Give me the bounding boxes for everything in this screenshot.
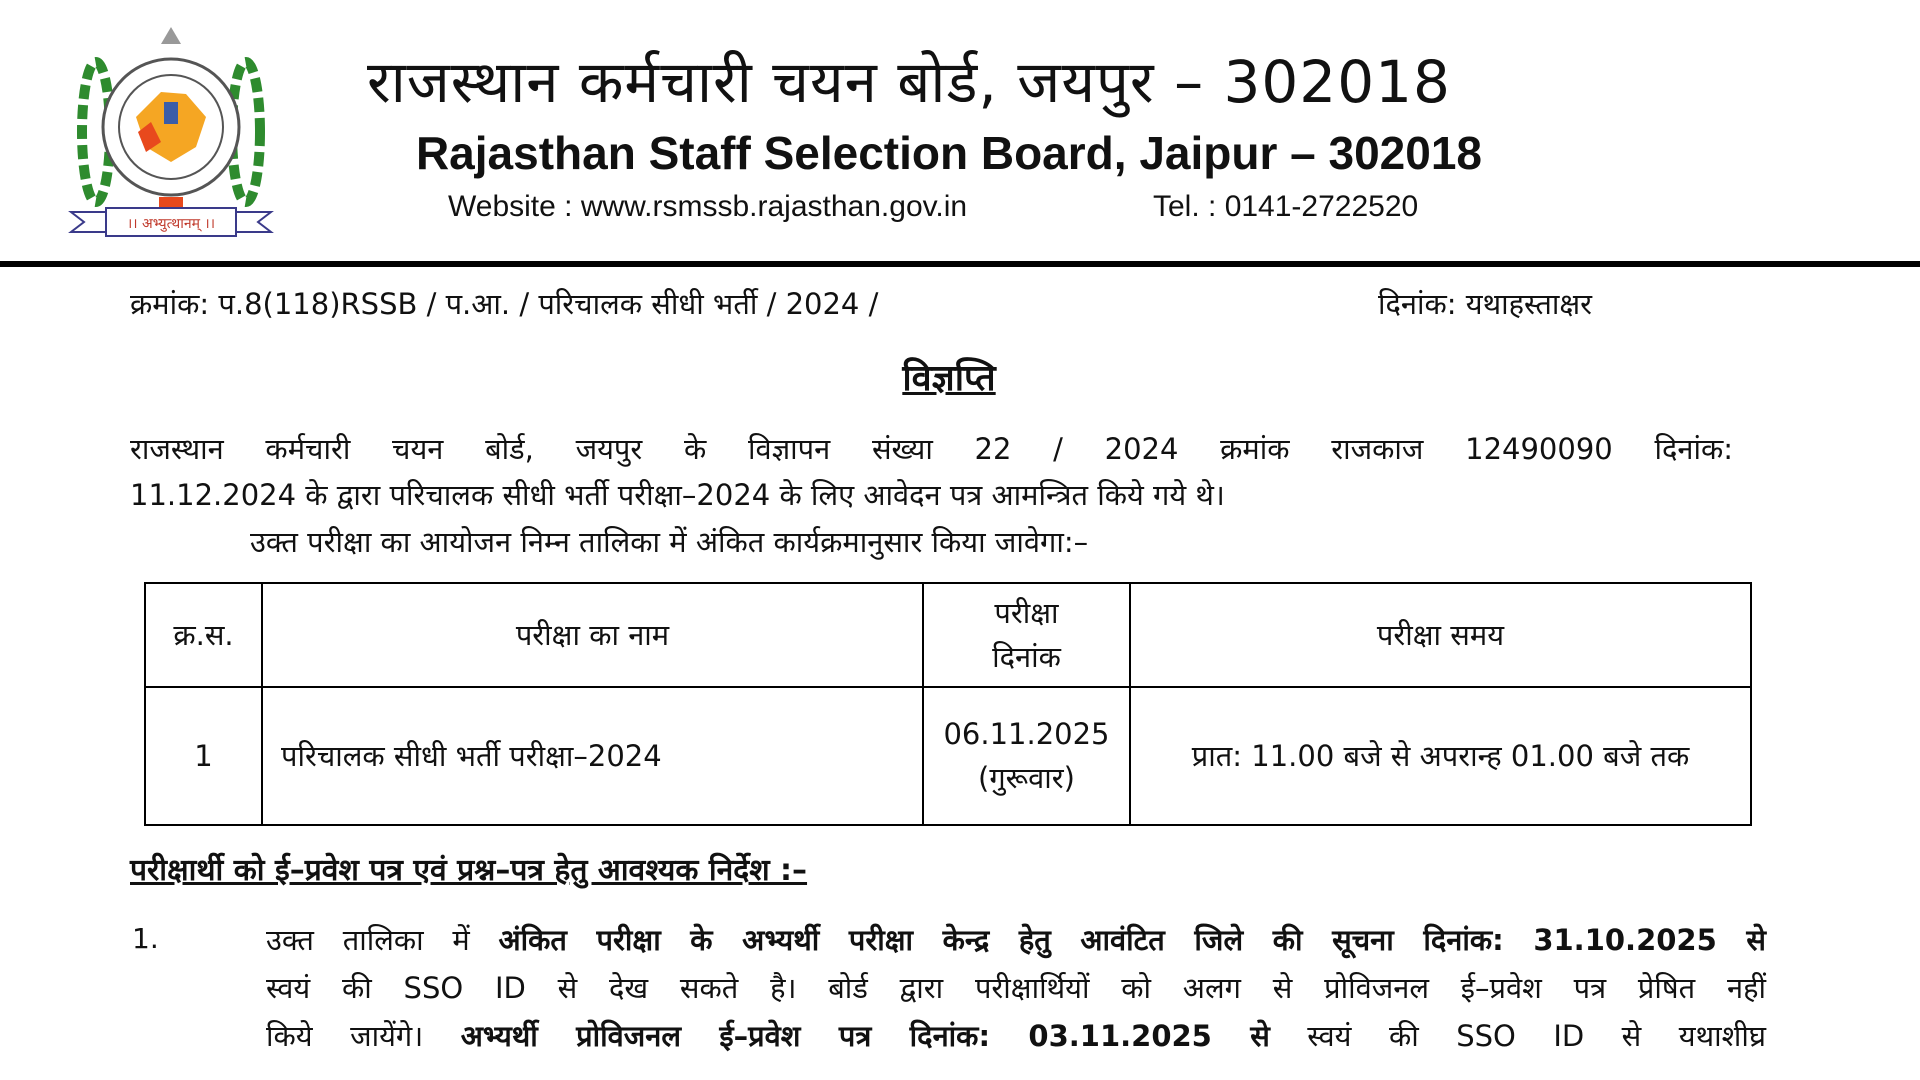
instruction-line-2: स्वयं की SSO ID से देख सकते है। बोर्ड द्वारा परीक्षार्थियों को अलग से प्रोविजनल ई–प्रवेश पत्र प्रेषित नहीं	[266, 971, 1766, 1005]
title-hindi: राजस्थान कर्मचारी चयन बोर्ड, जयपुर – 302018	[367, 48, 1451, 116]
table-row	[145, 687, 1751, 825]
intro-line-2: 11.12.2024 के द्वारा परिचालक सीधी भर्ती परीक्षा–2024 के लिए आवेदन पत्र आमन्त्रित किये गये थे।	[130, 478, 1225, 512]
cell-exam-time: प्रात: 11.00 बजे से अपरान्ह 01.00 बजे तक	[1130, 687, 1751, 825]
cell-exam-name: परिचालक सीधी भर्ती परीक्षा–2024	[262, 687, 923, 825]
instruction-line-1	[266, 920, 1766, 959]
title-english: Rajasthan Staff Selection Board, Jaipur – 302018	[415, 127, 1483, 179]
text: उक्त तालिका में	[266, 923, 499, 957]
exam-schedule-table	[144, 582, 1752, 826]
cell-exam-date	[923, 687, 1130, 825]
header-exam-date: परीक्षा दिनांक	[923, 583, 1130, 687]
text: किये जायेंगे।	[266, 1019, 461, 1053]
website-text: Website : www.rsmssb.rajasthan.gov.in	[448, 190, 968, 223]
instruction-line-3	[266, 1016, 1766, 1055]
instructions-heading: परीक्षार्थी को ई–प्रवेश पत्र एवं प्रश्न–पत्र हेतु आवश्यक निर्देश :–	[130, 853, 808, 888]
reference-number: क्रमांक: प.8(118)RSSB / प.आ. / परिचालक सीधी भर्ती / 2024 /	[130, 287, 879, 321]
notice-title: विज्ञप्ति	[902, 358, 996, 399]
header-exam-name: परीक्षा का नाम	[262, 583, 923, 687]
reference-date: दिनांक: यथाहस्ताक्षर	[1378, 287, 1593, 321]
table-header-row	[145, 583, 1751, 687]
bold-text: अभ्यर्थी प्रोविजनल ई–प्रवेश पत्र दिनांक: 03.11.2025 से	[460, 1019, 1270, 1053]
instruction-number: 1.	[132, 922, 159, 955]
svg-text:।। अभ्युत्थानम् ।।: ।। अभ्युत्थानम् ।।	[126, 216, 216, 232]
telephone-text: Tel. : 0141-2722520	[1153, 190, 1419, 223]
exam-day: (गुरूवार)	[978, 761, 1075, 795]
intro-line-3: उक्त परीक्षा का आयोजन निम्न तालिका में अंकित कार्यक्रमानुसार किया जावेगा:–	[250, 525, 1089, 559]
header-sn: क्र.स.	[145, 583, 262, 687]
header-exam-time: परीक्षा समय	[1130, 583, 1751, 687]
text: स्वयं की SSO ID से यथाशीघ्र	[1269, 1019, 1766, 1053]
header-divider	[0, 261, 1920, 267]
cell-sn: 1	[145, 687, 262, 825]
intro-line-1: राजस्थान कर्मचारी चयन बोर्ड, जयपुर के विज्ञापन संख्या 22 / 2024 क्रमांक राजकाज 12490090 दिनांक:	[130, 432, 1733, 466]
bold-text: अंकित परीक्षा के अभ्यर्थी परीक्षा केन्द्र हेतु आवंटित जिले की सूचना दिनांक: 31.10.2025 से	[498, 923, 1766, 957]
exam-date: 06.11.2025	[943, 717, 1110, 751]
